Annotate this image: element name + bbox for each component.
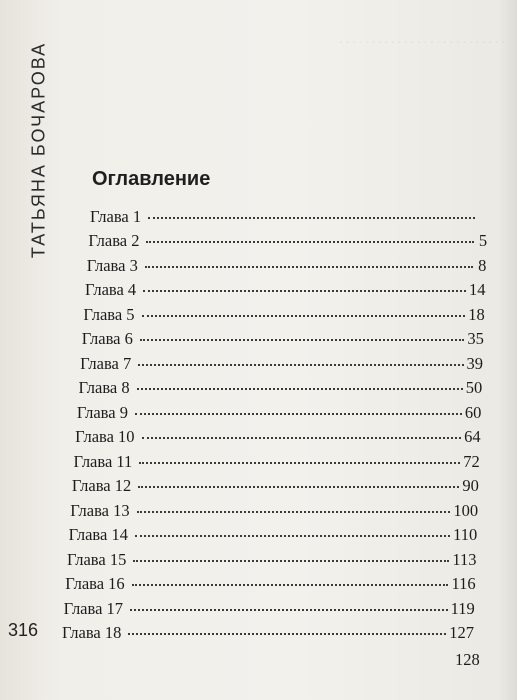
toc-entry-page: 14 <box>469 280 486 300</box>
toc-entry-label: Глава 5 <box>83 304 135 324</box>
toc-entry-label: Глава 1 <box>90 207 142 226</box>
toc-entry <box>62 623 474 645</box>
dot-leader <box>140 339 464 341</box>
toc-entry-page: 50 <box>465 378 483 398</box>
dot-leader <box>137 388 463 390</box>
toc-entry <box>90 207 488 229</box>
toc-entry-page: 35 <box>467 329 484 349</box>
toc-entry <box>74 452 480 474</box>
toc-entry-label: Глава 18 <box>62 623 122 642</box>
toc-entry-page: 60 <box>464 402 482 422</box>
page-number: 316 <box>8 620 39 640</box>
dot-leader <box>148 217 475 219</box>
toc-entry-page: 64 <box>464 427 481 447</box>
toc-entry-label: Глава 15 <box>66 549 127 569</box>
toc-entry <box>72 476 479 498</box>
toc-trailing-page: 128 <box>455 650 480 669</box>
toc-entry <box>64 599 475 621</box>
toc-entry-page: 116 <box>451 574 476 594</box>
toc-entry-page: 127 <box>449 623 474 642</box>
toc-entry-page: 110 <box>453 525 478 545</box>
page-shadow <box>499 0 517 700</box>
toc-entry-label: Глава 17 <box>63 598 124 618</box>
dot-leader <box>128 633 446 635</box>
toc-entry-label: Глава 2 <box>88 231 140 251</box>
toc-title: Оглавление <box>92 168 211 190</box>
toc-entry-page: 72 <box>463 451 480 471</box>
author-name: ТАТЬЯНА БОЧАРОВА <box>28 41 49 259</box>
toc-entry-label: Глава 7 <box>80 353 132 373</box>
toc-entry-label: Глава 11 <box>73 451 133 471</box>
toc-entry-label: Глава 3 <box>86 255 138 275</box>
toc-entry-page: 18 <box>468 304 485 324</box>
toc-entry <box>77 403 482 425</box>
toc-entry-page: 113 <box>452 549 477 569</box>
dot-leader <box>137 511 451 513</box>
dot-leader <box>138 364 463 366</box>
dot-leader <box>142 315 466 317</box>
toc-entry-page: 5 <box>478 231 488 251</box>
toc-entry-label: Глава 14 <box>68 525 128 545</box>
toc-entry <box>65 574 475 596</box>
toc-entry-page: 39 <box>466 353 484 373</box>
toc-entry-label: Глава 10 <box>75 427 135 447</box>
dot-leader <box>139 462 460 464</box>
toc-entry <box>88 231 487 253</box>
dot-leader <box>135 535 450 537</box>
toc-entry <box>75 427 480 449</box>
toc-entry-label: Глава 4 <box>85 280 137 300</box>
toc-entry-label: Глава 9 <box>76 402 128 422</box>
toc-entry-label: Глава 6 <box>81 329 133 349</box>
toc-entry-label: Глава 16 <box>65 574 125 594</box>
toc-entry <box>69 525 478 547</box>
bleed-through-text: . . . . . . . . . . . . . . . . . . . . . . . . . . <box>339 31 505 46</box>
toc-entry <box>78 378 482 400</box>
toc-entry <box>82 329 484 351</box>
dot-leader <box>143 290 466 292</box>
toc-entry-page: 8 <box>478 255 487 275</box>
toc-entry <box>67 550 477 572</box>
toc-entry-label: Глава 12 <box>71 476 132 496</box>
toc-entry-label: Глава 8 <box>78 378 130 398</box>
dot-leader <box>133 560 449 562</box>
toc-entry-page: 119 <box>450 598 475 618</box>
toc-entry <box>80 354 483 376</box>
toc-entry <box>87 256 487 278</box>
dot-leader <box>142 437 462 439</box>
dot-leader <box>138 486 459 488</box>
toc-entry-page: 90 <box>462 476 479 496</box>
dot-leader <box>146 241 474 243</box>
toc-entry-page: 100 <box>453 500 479 520</box>
dot-leader <box>135 413 462 415</box>
toc-entry <box>83 305 484 327</box>
dot-leader <box>145 266 474 268</box>
dot-leader <box>130 609 448 611</box>
toc-entry <box>70 501 478 523</box>
toc-entry-label: Глава 13 <box>70 500 130 520</box>
toc-entry <box>85 280 485 302</box>
dot-leader <box>132 584 449 586</box>
